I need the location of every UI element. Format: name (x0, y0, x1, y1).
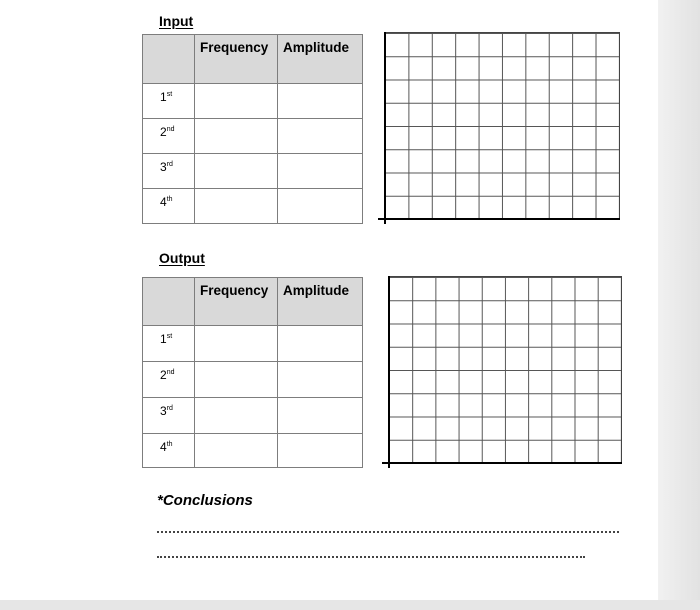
amplitude-cell[interactable] (278, 326, 363, 362)
frequency-cell[interactable] (195, 398, 278, 434)
input-heading: Input (159, 13, 194, 29)
input-header-frequency: Frequency (195, 35, 278, 84)
input-graph-grid[interactable] (384, 32, 620, 220)
amplitude-cell[interactable] (278, 362, 363, 398)
table-row (143, 326, 363, 362)
output-table-header-row (143, 278, 363, 326)
amplitude-cell[interactable] (278, 154, 363, 189)
input-table (142, 34, 363, 224)
conclusions-line-2[interactable] (157, 556, 585, 558)
amplitude-cell[interactable] (278, 398, 363, 434)
output-heading: Output (159, 250, 205, 266)
table-row (143, 398, 363, 434)
row-label: 2nd (143, 362, 195, 398)
row-label: 2nd (143, 119, 195, 154)
row-label: 3rd (143, 154, 195, 189)
amplitude-cell[interactable] (278, 189, 363, 224)
conclusions-line-1[interactable] (157, 531, 619, 533)
frequency-cell[interactable] (195, 119, 278, 154)
amplitude-cell[interactable] (278, 434, 363, 468)
output-header-frequency: Frequency (195, 278, 278, 326)
page-bottom-shadow (0, 600, 700, 610)
row-label: 1st (143, 326, 195, 362)
row-label: 4th (143, 189, 195, 224)
table-row (143, 434, 363, 468)
input-header-blank (143, 35, 195, 84)
input-graph-y-axis (384, 32, 386, 224)
frequency-cell[interactable] (195, 154, 278, 189)
amplitude-cell[interactable] (278, 119, 363, 154)
frequency-cell[interactable] (195, 326, 278, 362)
output-graph-grid[interactable] (388, 276, 622, 464)
output-header-amplitude: Amplitude (278, 278, 363, 326)
amplitude-cell[interactable] (278, 84, 363, 119)
table-row (143, 189, 363, 224)
table-row (143, 84, 363, 119)
table-row (143, 362, 363, 398)
input-graph-x-axis (378, 218, 620, 220)
row-label: 3rd (143, 398, 195, 434)
row-label: 4th (143, 434, 195, 468)
frequency-cell[interactable] (195, 434, 278, 468)
input-header-amplitude: Amplitude (278, 35, 363, 84)
output-table (142, 277, 363, 468)
page-edge-shadow (658, 0, 700, 610)
table-row (143, 119, 363, 154)
output-header-blank (143, 278, 195, 326)
conclusions-heading: *Conclusions (157, 492, 253, 509)
frequency-cell[interactable] (195, 362, 278, 398)
row-label: 1st (143, 84, 195, 119)
frequency-cell[interactable] (195, 84, 278, 119)
output-graph-y-axis (388, 276, 390, 468)
frequency-cell[interactable] (195, 189, 278, 224)
input-table-header-row (143, 35, 363, 84)
table-row (143, 154, 363, 189)
output-graph-x-axis (382, 462, 622, 464)
